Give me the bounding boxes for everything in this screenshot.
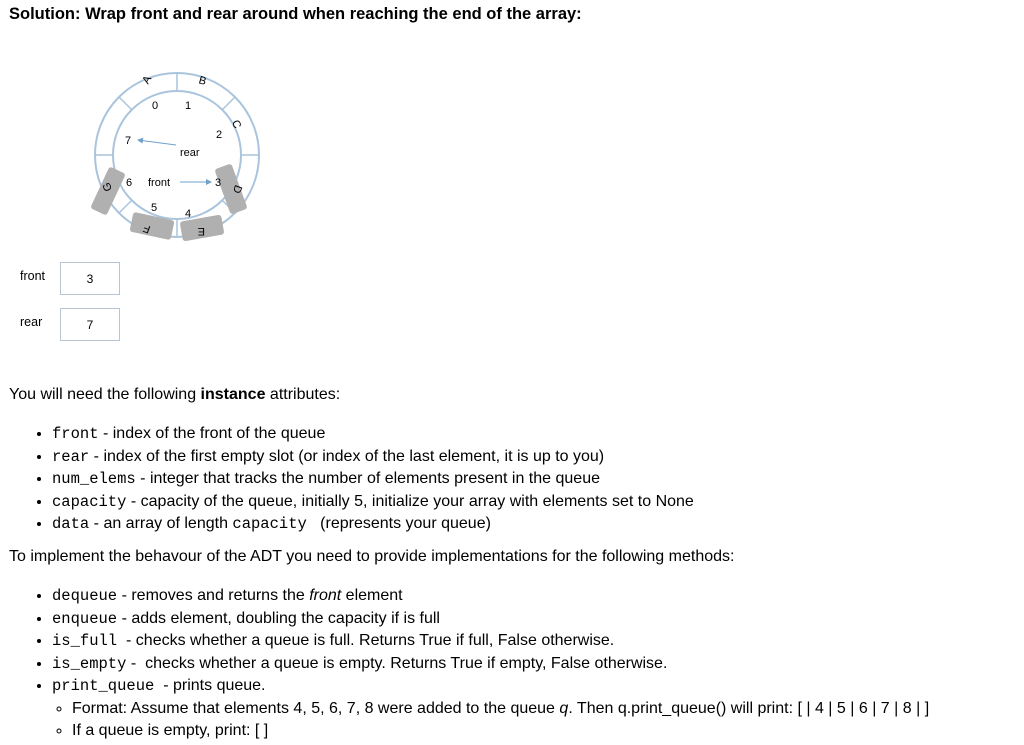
attributes-intro bbox=[9, 386, 340, 404]
method-code: dequeue bbox=[52, 587, 118, 605]
slot-letter-c: C bbox=[229, 118, 244, 131]
index-label-3: 3 bbox=[215, 177, 222, 189]
list-item bbox=[52, 675, 929, 741]
front-value-box: 3 bbox=[60, 262, 120, 295]
attr-code: data bbox=[52, 515, 90, 534]
index-label-5: 5 bbox=[151, 202, 158, 214]
list-item bbox=[52, 446, 694, 469]
method-text: - prints queue. bbox=[154, 677, 266, 695]
list-item bbox=[52, 491, 694, 514]
list-item bbox=[72, 720, 929, 742]
rear-pointer-label: rear bbox=[180, 147, 200, 159]
attr-code: num_elems bbox=[52, 470, 136, 489]
attr-text: - index of the front of the queue bbox=[98, 425, 326, 442]
index-label-1: 1 bbox=[185, 100, 192, 112]
slot-letter-b: B bbox=[197, 74, 208, 88]
rear-value-box: 7 bbox=[60, 308, 120, 341]
attr-code: rear bbox=[52, 447, 90, 466]
attr-text: (represents your queue) bbox=[306, 515, 491, 533]
list-item bbox=[52, 468, 694, 491]
attr-text: - capacity of the queue, initially 5, initialize your array with elements set to None bbox=[126, 492, 694, 510]
slot-letter-g: G bbox=[100, 180, 116, 193]
attr-code: capacity bbox=[232, 515, 307, 534]
list-item bbox=[52, 423, 694, 446]
list-item bbox=[52, 653, 929, 676]
slot-letter-d: D bbox=[230, 183, 245, 195]
attr-code: front bbox=[52, 425, 99, 443]
slot-letter-e: E bbox=[197, 225, 205, 237]
method-text: - removes and returns the bbox=[117, 587, 310, 604]
slot-letter-f: F bbox=[141, 221, 153, 236]
list-item bbox=[52, 585, 929, 608]
front-box-label: front bbox=[20, 269, 46, 283]
method-code: is_full bbox=[52, 632, 118, 651]
method-code: is_empty bbox=[52, 654, 127, 673]
method-text-em: front bbox=[309, 587, 342, 604]
index-label-6: 6 bbox=[126, 177, 133, 189]
print-queue-sublist bbox=[52, 698, 929, 741]
slot-letter-a: A bbox=[140, 73, 155, 87]
index-label-2: 2 bbox=[216, 129, 223, 141]
attr-text: - index of the first empty slot (or index of the last element, it is up to you) bbox=[89, 447, 605, 465]
attr-text: - an array of length bbox=[89, 515, 233, 533]
index-label-7: 7 bbox=[125, 135, 132, 147]
circular-queue-diagram bbox=[0, 40, 300, 250]
attr-text: - integer that tracks the number of elements present in the queue bbox=[135, 470, 600, 488]
methods-list bbox=[30, 585, 929, 741]
method-text: - checks whether a queue is full. Returns True if full, False otherwise. bbox=[117, 632, 615, 650]
attributes-intro-bold: instance bbox=[200, 386, 266, 403]
method-text: - adds element, doubling the capacity if is full bbox=[117, 609, 440, 627]
rear-arrow bbox=[138, 140, 176, 145]
attr-code: capacity bbox=[52, 492, 127, 511]
format-text-em: q bbox=[559, 699, 569, 717]
empty-format-text: If a queue is empty, print: [ ] bbox=[72, 721, 269, 739]
index-label-0: 0 bbox=[152, 100, 159, 112]
rear-box-label: rear bbox=[20, 315, 43, 329]
method-text: - checks whether a queue is empty. Returns True if empty, False otherwise. bbox=[126, 654, 668, 672]
index-label-4: 4 bbox=[185, 208, 192, 220]
attributes-list bbox=[30, 423, 694, 536]
attributes-intro-post: attributes: bbox=[265, 386, 341, 403]
front-pointer-label: front bbox=[148, 177, 171, 189]
list-item bbox=[52, 608, 929, 631]
method-code: enqueue bbox=[52, 609, 118, 628]
method-text: element bbox=[341, 587, 403, 604]
format-text: . Then q.print_queue() will print: [ | 4 | 5 | 6 | 7 | 8 | ] bbox=[568, 699, 930, 717]
format-text: Format: Assume that elements 4, 5, 6, 7, 8 were added to the queue bbox=[72, 699, 560, 717]
inner-ring bbox=[113, 91, 244, 219]
method-code: print_queue bbox=[52, 677, 155, 696]
page-heading: Solution: Wrap front and rear around when reaching the end of the array: bbox=[9, 5, 582, 23]
attributes-intro-pre: You will need the following bbox=[9, 386, 201, 403]
list-item bbox=[52, 513, 694, 536]
list-item bbox=[72, 698, 929, 720]
methods-intro: To implement the behavour of the ADT you need to provide implementations for the following methods: bbox=[9, 548, 735, 565]
list-item bbox=[52, 630, 929, 653]
